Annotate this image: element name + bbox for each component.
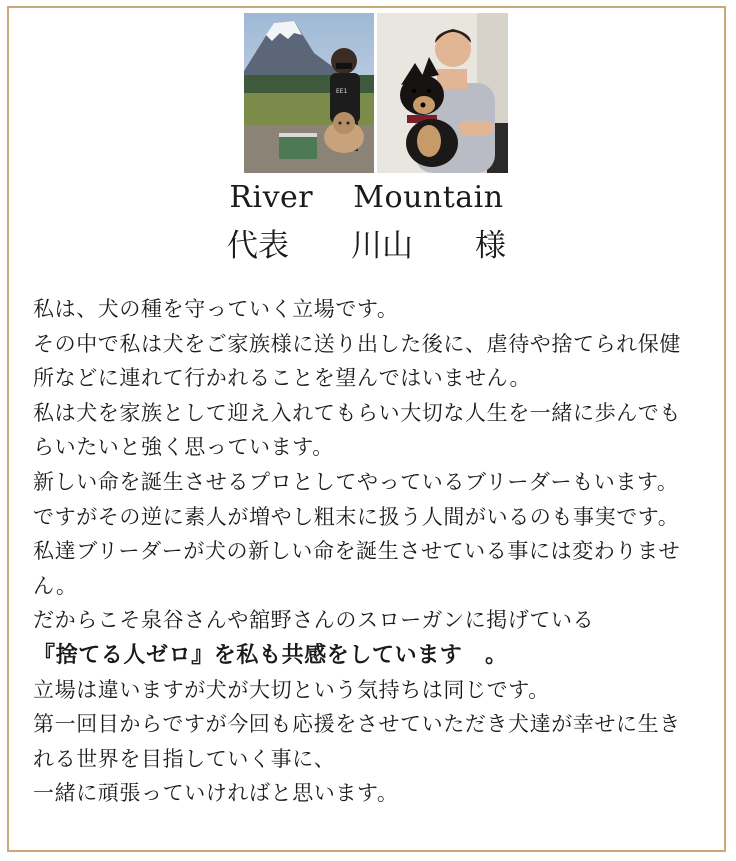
- body-line: ですがその逆に素人が増やし粗末に扱う人間がいるのも事実です。: [33, 504, 680, 529]
- body-line: 第一回目からですが今回も応援をさせていただき犬達が幸せに生き: [33, 712, 681, 737]
- body-line: だからこそ泉谷さんや舘野さんのスローガンに掲げている: [33, 608, 595, 633]
- message-body: [33, 292, 723, 811]
- svg-text:ЕЕ1: ЕЕ1: [336, 88, 348, 95]
- document-frame: [7, 6, 726, 852]
- body-line: らいたいと強く思っています。: [33, 435, 334, 460]
- body-line: 新しい命を誕生させるプロとしてやっているブリーダーもいます。: [33, 469, 679, 494]
- photo-man-with-dog-mountain: [244, 13, 374, 173]
- heading-representative: 代表 川山 様: [227, 228, 506, 264]
- body-line: 一緒に頑張っていければと思います。: [33, 781, 399, 806]
- body-line: その中で私は犬をご家族様に送り出した後に、虐待や捨てられ保健: [33, 331, 681, 356]
- body-line: 所などに連れて行かれることを望んではいません。: [33, 366, 532, 391]
- body-line: 立場は違いますが犬が大切という気持ちは同じです。: [33, 677, 550, 702]
- photo-shiba-image: [377, 13, 508, 173]
- body-line: 私は、犬の種を守っていく立場です。: [33, 297, 399, 321]
- photo-strip: [244, 13, 508, 173]
- body-line: 私達ブリーダーが犬の新しい命を誕生させている事には変わりませ: [33, 539, 681, 564]
- heading-company-name: River Mountain: [229, 180, 504, 215]
- photo-man-holding-shiba: [377, 13, 508, 173]
- body-line: 私は犬を家族として迎え入れてもらい大切な人生を一緒に歩んでも: [33, 400, 681, 425]
- photo-mountain-image: [244, 13, 374, 173]
- body-line: ん。: [33, 573, 78, 598]
- body-line: れる世界を目指していく事に、: [33, 746, 336, 771]
- slogan-line: 『捨てる人ゼロ』を私も共感をしています 。: [33, 641, 508, 668]
